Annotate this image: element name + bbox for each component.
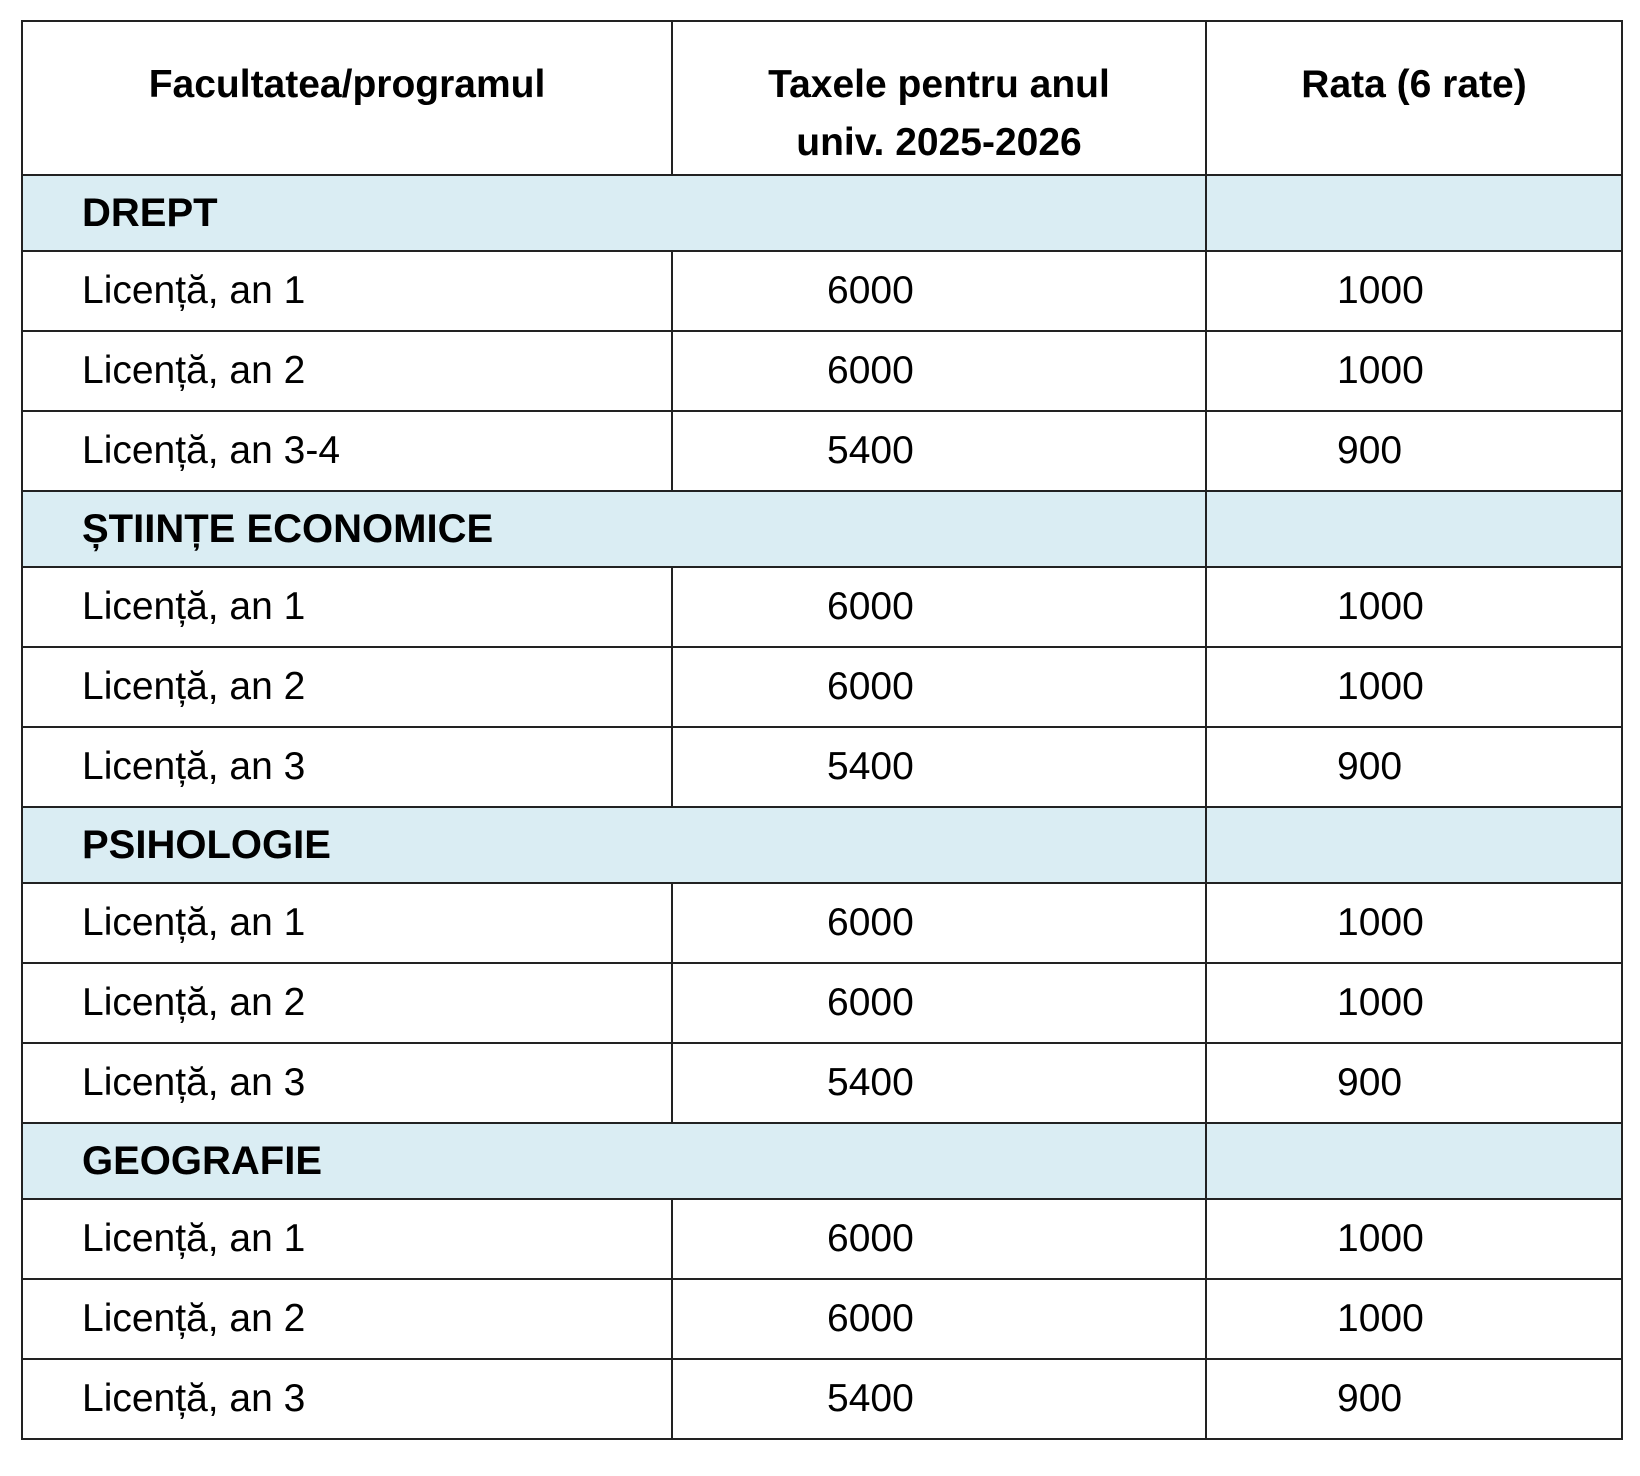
- table-row: [22, 1199, 1622, 1279]
- table-row: [22, 251, 1622, 331]
- table-row: [22, 567, 1622, 647]
- table-row: [22, 883, 1622, 963]
- fee-cell: 6000: [672, 963, 1206, 1043]
- header-fees: [672, 21, 1206, 175]
- rate-cell: 900: [1206, 1043, 1622, 1123]
- program-cell: Licență, an 3: [22, 1043, 672, 1123]
- table-row: [22, 1043, 1622, 1123]
- table-row: [22, 963, 1622, 1043]
- section-title: DREPT: [22, 175, 1206, 251]
- header-program: [22, 21, 672, 175]
- rate-cell: 900: [1206, 1359, 1622, 1439]
- fees-table: [21, 20, 1623, 1440]
- table-row: [22, 1359, 1622, 1439]
- rate-cell: 1000: [1206, 1199, 1622, 1279]
- program-cell: Licență, an 1: [22, 251, 672, 331]
- section-empty-cell: [1206, 175, 1622, 251]
- section-row-geografie: [22, 1123, 1622, 1199]
- program-cell: Licență, an 2: [22, 331, 672, 411]
- fee-cell: 6000: [672, 1279, 1206, 1359]
- rate-cell: 900: [1206, 411, 1622, 491]
- program-cell: Licență, an 3: [22, 1359, 672, 1439]
- fee-cell: 6000: [672, 331, 1206, 411]
- table-row: [22, 727, 1622, 807]
- section-empty-cell: [1206, 807, 1622, 883]
- rate-cell: 1000: [1206, 883, 1622, 963]
- fee-cell: 5400: [672, 1359, 1206, 1439]
- rate-cell: 1000: [1206, 251, 1622, 331]
- header-rate-label: Rata (6 rate): [1301, 63, 1527, 106]
- header-program-label: Facultatea/programul: [148, 63, 546, 106]
- table-row: [22, 411, 1622, 491]
- fee-cell: 6000: [672, 251, 1206, 331]
- rate-cell: 1000: [1206, 1279, 1622, 1359]
- rate-cell: 900: [1206, 727, 1622, 807]
- program-cell: Licență, an 3: [22, 727, 672, 807]
- section-title: ȘTIINȚE ECONOMICE: [22, 491, 1206, 567]
- fee-cell: 6000: [672, 1199, 1206, 1279]
- program-cell: Licență, an 1: [22, 883, 672, 963]
- section-title: PSIHOLOGIE: [22, 807, 1206, 883]
- table-row: [22, 331, 1622, 411]
- program-cell: Licență, an 2: [22, 963, 672, 1043]
- fee-cell: 6000: [672, 883, 1206, 963]
- section-row-stiinte-economice: [22, 491, 1622, 567]
- section-empty-cell: [1206, 491, 1622, 567]
- header-rate: [1206, 21, 1622, 175]
- program-cell: Licență, an 1: [22, 567, 672, 647]
- fee-cell: 5400: [672, 411, 1206, 491]
- fee-cell: 6000: [672, 647, 1206, 727]
- program-cell: Licență, an 2: [22, 647, 672, 727]
- program-cell: Licență, an 2: [22, 1279, 672, 1359]
- fee-cell: 5400: [672, 727, 1206, 807]
- header-fees-line1: Taxele pentru anul: [768, 63, 1110, 106]
- header-fees-line2: univ. 2025-2026: [796, 121, 1082, 164]
- table-row: [22, 1279, 1622, 1359]
- fee-cell: 6000: [672, 567, 1206, 647]
- section-empty-cell: [1206, 1123, 1622, 1199]
- rate-cell: 1000: [1206, 331, 1622, 411]
- program-cell: Licență, an 1: [22, 1199, 672, 1279]
- rate-cell: 1000: [1206, 963, 1622, 1043]
- fee-cell: 5400: [672, 1043, 1206, 1123]
- section-title: GEOGRAFIE: [22, 1123, 1206, 1199]
- section-row-drept: [22, 175, 1622, 251]
- table-row: [22, 647, 1622, 727]
- rate-cell: 1000: [1206, 647, 1622, 727]
- table-header-row: [22, 21, 1622, 175]
- rate-cell: 1000: [1206, 567, 1622, 647]
- program-cell: Licență, an 3-4: [22, 411, 672, 491]
- section-row-psihologie: [22, 807, 1622, 883]
